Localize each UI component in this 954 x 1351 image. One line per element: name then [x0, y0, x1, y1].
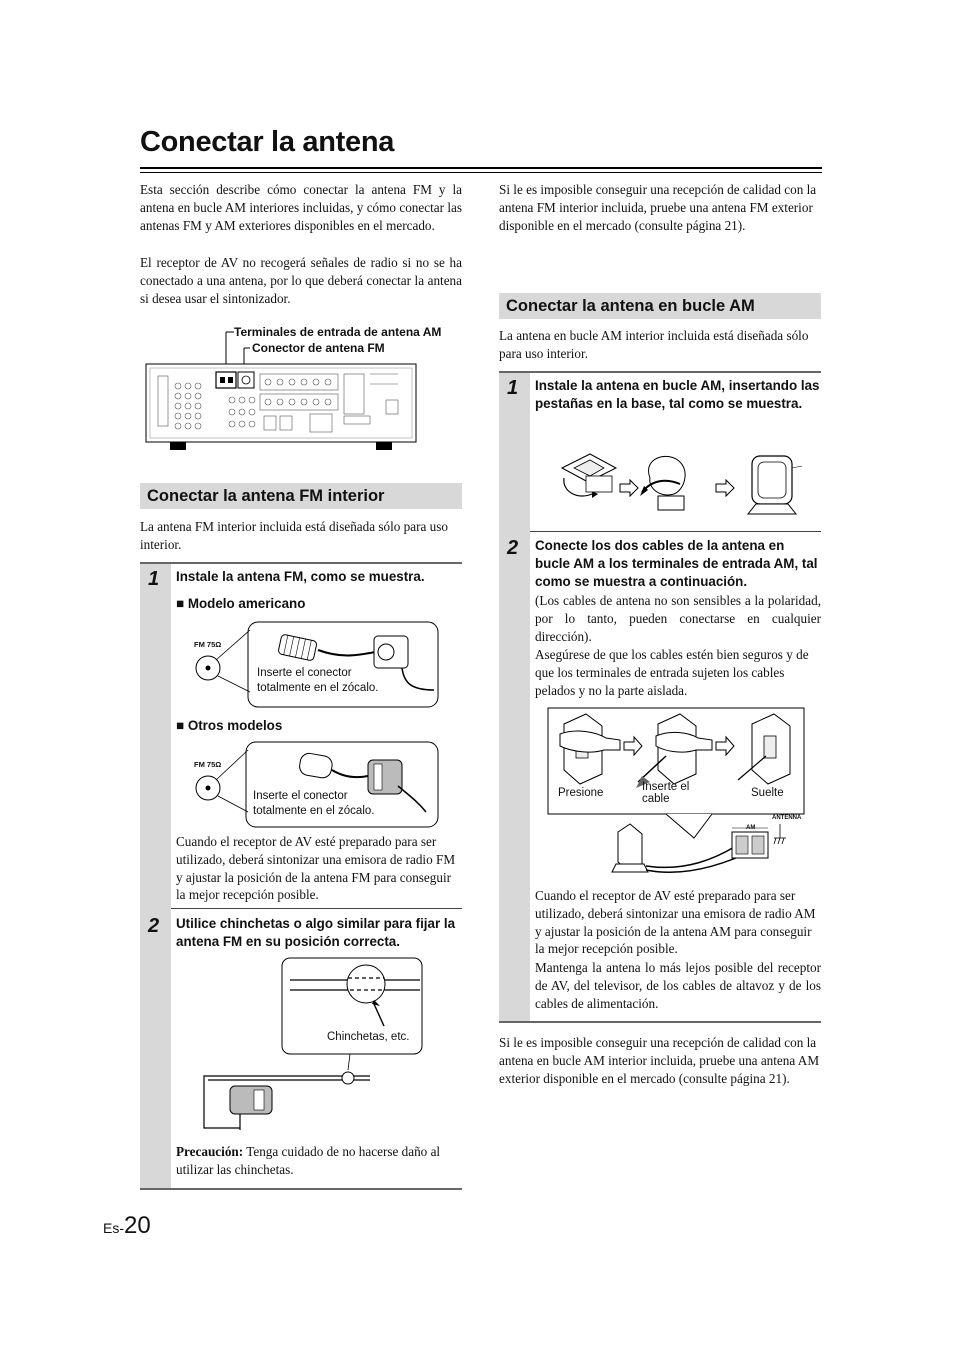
am-section-bottom-rule	[499, 1021, 821, 1023]
bullet-american-model: ■ Modelo americano	[176, 596, 306, 611]
thumbtack-illustration	[200, 958, 440, 1138]
am-step-1-title: Instale la antena en bucle AM, insertando las pestañas en la base, tal como se muestra.	[535, 378, 820, 411]
fm-section-bottom-rule	[140, 1188, 462, 1190]
title-rule-thin	[140, 172, 822, 173]
fm-step-2-title: Utilice chinchetas o algo similar para fijar la antena FM en su posición correcta.	[176, 916, 456, 949]
intro-paragraph-2: El receptor de AV no recogerá señales de radio si no se ha conectado a una antena, por lo que deberá conectar la antena si desea usar el sintonizador.	[140, 255, 462, 306]
fm-step-2-number: 2	[148, 915, 160, 937]
page-number: Es-20	[103, 1212, 151, 1239]
am-step-2-after-1: Cuando el receptor de AV esté preparado para ser utilizado, deberá sintonizar una emisora de radio AM y ajustar la posición de la antena AM para conseguir la mejor recepción posible.	[535, 888, 816, 957]
page-title: Conectar la antena	[140, 126, 395, 158]
intro-paragraph-1: Esta sección describe cómo conectar la antena FM y la antena en bucle AM interiores incluidas, y cómo conectar las antenas FM y AM exteriores disponibles en el mercado.	[140, 182, 462, 233]
fm-section-intro: La antena FM interior incluida está diseñada sólo para uso interior.	[140, 519, 448, 552]
fm-caution: Precaución: Tenga cuidado de no hacerse daño al utilizar las chinchetas.	[176, 1144, 441, 1177]
bullet-other-models: ■ Otros modelos	[176, 718, 283, 733]
fm-step-column	[140, 564, 171, 1188]
am-step-2-secure-note: Asegúrese de que los cables estén bien seguros y de que los terminales de entrada sujeten los cables pelados y no la parte aislada.	[535, 647, 809, 698]
receiver-rear-panel-illustration	[140, 330, 420, 460]
label-antenna: ANTENNA	[772, 815, 802, 821]
fm-75-label-1: FM 75Ω	[194, 640, 222, 649]
am-step-column	[499, 373, 530, 1021]
caption-insert-connector-1: Inserte el conector totalmente en el zócalo.	[257, 667, 379, 694]
fm-step-1-number: 1	[148, 568, 160, 590]
am-loop-assembly-illustration	[556, 448, 806, 520]
fm-step-divider	[171, 908, 462, 909]
label-am-terminal: AM	[746, 825, 756, 831]
fm-step-1-title: Instale la antena FM, como se muestra.	[176, 569, 425, 584]
label-am-terminals: Terminales de entrada de antena AM	[234, 325, 442, 339]
am-step-2-polarity-note: (Los cables de antena no son sensibles a la polaridad, por lo tanto, pueden conectarse en cualquier dirección).	[535, 593, 821, 644]
am-step-1-number: 1	[507, 377, 519, 399]
am-step-2-after-2: Mantenga la antena lo más lejos posible del receptor de AV, del televisor, de los cables de altavoz y de los cables de alimentación.	[535, 960, 821, 1011]
am-step-2-number: 2	[507, 537, 519, 559]
am-section-intro: La antena en bucle AM interior incluida está diseñada sólo para uso interior.	[499, 328, 809, 361]
fm-outdoor-note: Si le es imposible conseguir una recepción de calidad con la antena FM interior incluida, pruebe una antena FM exterior disponible en el mercado (consulte página 21).	[499, 182, 817, 233]
label-release: Suelte	[751, 787, 784, 799]
am-step-rule	[499, 371, 821, 373]
fm-section-heading: Conectar la antena FM interior	[140, 483, 462, 509]
step-rule	[140, 562, 462, 564]
label-fm-connector: Conector de antena FM	[252, 341, 385, 355]
title-rule	[140, 167, 822, 169]
caption-thumbtacks: Chinchetas, etc.	[327, 1031, 410, 1043]
am-step-2-title: Conecte los dos cables de la antena en bucle AM a los terminales de entrada AM, tal como se muestra a continuación.	[535, 538, 818, 589]
label-insert-cable: Inserte el cable	[642, 781, 690, 805]
am-section-heading: Conectar la antena en bucle AM	[499, 293, 821, 319]
caption-insert-connector-2: Inserte el conector totalmente en el zócalo.	[253, 790, 375, 817]
am-step-divider	[530, 531, 821, 532]
am-outdoor-note: Si le es imposible conseguir una recepción de calidad con la antena en bucle AM interior incluida, pruebe una antena AM exterior disponible en el mercado (consulte página 21).	[499, 1035, 820, 1086]
fm-step-1-after-text: Cuando el receptor de AV esté preparado para ser utilizado, deberá sintonizar una emisora de radio FM y ajustar la posición de la antena FM para conseguir la mejor recepción posible.	[176, 834, 456, 903]
fm-75-label-2: FM 75Ω	[194, 760, 222, 769]
label-press: Presione	[558, 787, 604, 799]
